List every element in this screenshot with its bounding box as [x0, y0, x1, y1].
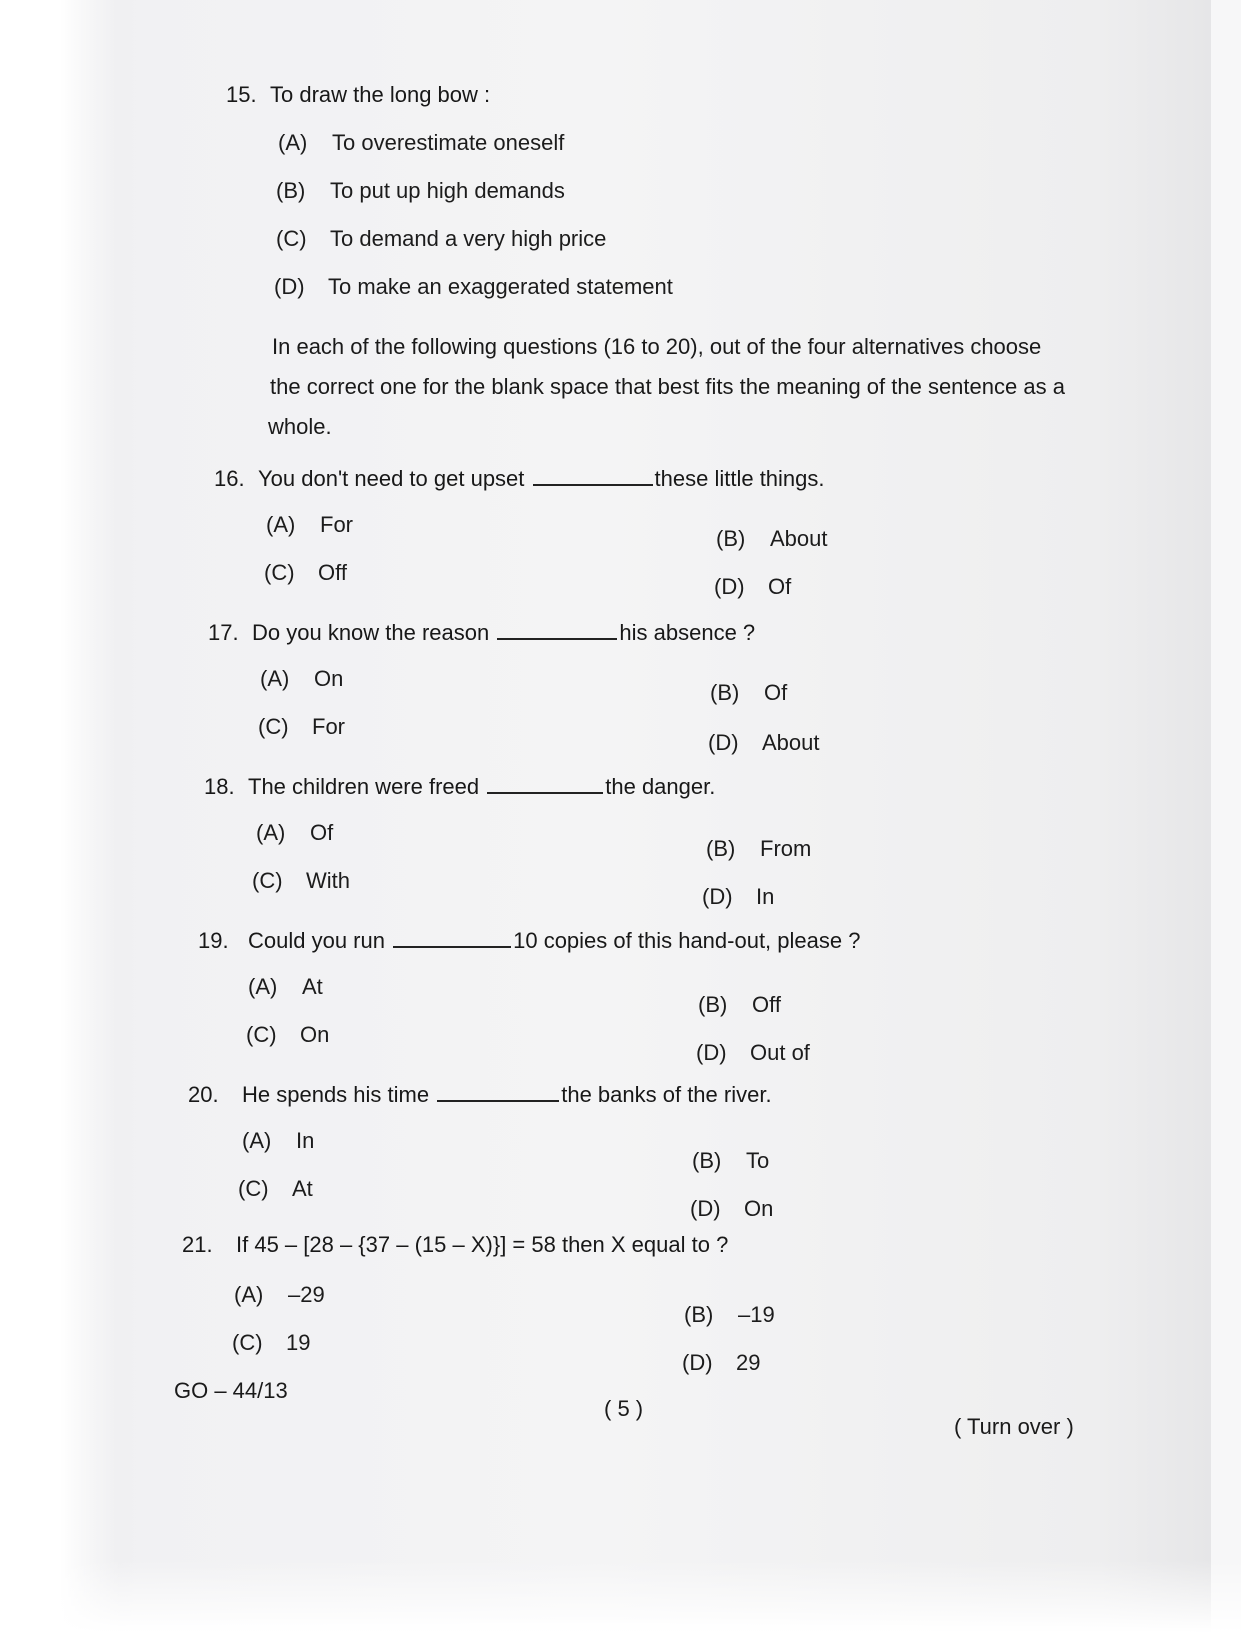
q18-option-d[interactable] [702, 884, 774, 910]
question-text-after: the danger. [605, 774, 716, 799]
answer-blank [533, 468, 653, 486]
question-text-after: these little things. [654, 466, 825, 491]
answer-blank [437, 1084, 559, 1102]
answer-blank [487, 776, 603, 794]
q15-option-d[interactable] [274, 274, 673, 300]
bottom-margin [0, 1560, 1241, 1651]
option-label: (B) [698, 992, 728, 1017]
option-label: (B) [692, 1148, 722, 1173]
question-text-after: 10 copies of this hand-out, please ? [513, 928, 861, 953]
option-label: (A) [266, 512, 296, 537]
option-text: Of [768, 574, 792, 599]
option-text: At [302, 974, 323, 999]
option-text: –29 [288, 1282, 325, 1307]
option-text: About [770, 526, 828, 551]
option-label: (A) [234, 1282, 264, 1307]
option-text: 19 [286, 1330, 311, 1355]
option-label: (D) [690, 1196, 721, 1221]
option-label: (A) [260, 666, 290, 691]
q21-option-a[interactable] [234, 1282, 325, 1308]
q17-option-a[interactable] [260, 666, 343, 692]
question-text-before: Could you run [248, 928, 385, 953]
q16-option-b[interactable] [716, 526, 828, 552]
option-label: (D) [702, 884, 733, 909]
question-21 [182, 1232, 728, 1258]
option-label: (B) [716, 526, 746, 551]
question-text: If 45 – [28 – {37 – (15 – X)}] = 58 then X equal to ? [236, 1232, 729, 1257]
question-17 [208, 620, 755, 646]
option-text: Off [318, 560, 347, 585]
instructions-line-1: In each of the following questions (16 to 20), out of the four alternatives choose [272, 334, 1042, 359]
q19-option-d[interactable] [696, 1040, 810, 1066]
instructions-line-3: whole. [268, 414, 332, 439]
option-text: Out of [750, 1040, 810, 1065]
answer-blank [393, 930, 511, 948]
q20-option-c[interactable] [238, 1176, 313, 1202]
q19-option-c[interactable] [246, 1022, 329, 1048]
option-label: (C) [264, 560, 295, 585]
instructions-line-2: the correct one for the blank space that best fits the meaning of the sentence as a [270, 374, 1065, 399]
q17-option-d[interactable] [708, 730, 820, 756]
option-label: (D) [714, 574, 745, 599]
question-20 [188, 1082, 772, 1108]
page-number: ( 5 ) [604, 1396, 644, 1421]
question-15 [226, 82, 490, 108]
option-label: (C) [276, 226, 307, 251]
question-text-before: Do you know the reason [252, 620, 490, 645]
option-text: Of [764, 680, 788, 705]
question-number: 21. [182, 1232, 213, 1257]
question-number: 18. [204, 774, 235, 799]
option-text: To make an exaggerated statement [328, 274, 673, 299]
question-text-after: the banks of the river. [561, 1082, 772, 1107]
answer-blank [497, 622, 617, 640]
left-margin [0, 0, 120, 1651]
q16-option-c[interactable] [264, 560, 347, 586]
option-label: (C) [232, 1330, 263, 1355]
question-number: 20. [188, 1082, 219, 1107]
question-number: 15. [226, 82, 257, 107]
turn-over-note: ( Turn over ) [954, 1414, 1074, 1439]
question-16 [214, 466, 825, 492]
q20-option-b[interactable] [692, 1148, 769, 1174]
option-text: On [314, 666, 344, 691]
option-label: (C) [246, 1022, 277, 1047]
question-text-after: his absence ? [619, 620, 756, 645]
option-label: (C) [252, 868, 283, 893]
option-text: On [744, 1196, 774, 1221]
question-number: 17. [208, 620, 239, 645]
question-text: To draw the long bow : [270, 82, 491, 107]
q17-option-b[interactable] [710, 680, 787, 706]
option-label: (D) [274, 274, 305, 299]
option-text: To overestimate oneself [332, 130, 565, 155]
q21-option-d[interactable] [682, 1350, 760, 1376]
question-text-before: You don't need to get upset [258, 466, 525, 491]
option-text: At [292, 1176, 313, 1201]
option-label: (A) [248, 974, 278, 999]
option-label: (C) [258, 714, 289, 739]
q20-option-a[interactable] [242, 1128, 314, 1154]
question-text-before: He spends his time [242, 1082, 430, 1107]
option-text: With [306, 868, 350, 893]
question-number: 19. [198, 928, 229, 953]
q17-option-c[interactable] [258, 714, 345, 740]
q19-option-b[interactable] [698, 992, 781, 1018]
option-text: In [296, 1128, 315, 1153]
option-label: (B) [710, 680, 740, 705]
q15-option-c[interactable] [276, 226, 606, 252]
option-text: To demand a very high price [330, 226, 607, 251]
option-text: From [760, 836, 812, 861]
option-text: For [312, 714, 345, 739]
q19-option-a[interactable] [248, 974, 323, 1000]
option-text: Of [310, 820, 334, 845]
option-label: (A) [242, 1128, 272, 1153]
option-text: On [300, 1022, 330, 1047]
q20-option-d[interactable] [690, 1196, 773, 1222]
q21-option-b[interactable] [684, 1302, 775, 1328]
option-text: –19 [738, 1302, 775, 1327]
q18-option-a[interactable] [256, 820, 333, 846]
q18-option-b[interactable] [706, 836, 811, 862]
option-text: 29 [736, 1350, 761, 1375]
option-label: (D) [708, 730, 739, 755]
option-text: For [320, 512, 353, 537]
option-text: To put up high demands [330, 178, 565, 203]
option-label: (C) [238, 1176, 269, 1201]
option-text: In [756, 884, 775, 909]
option-label: (A) [278, 130, 308, 155]
question-18 [204, 774, 715, 800]
right-edge [1211, 0, 1241, 1651]
option-label: (D) [682, 1350, 713, 1375]
question-19 [198, 928, 860, 954]
option-text: About [762, 730, 820, 755]
q16-option-a[interactable] [266, 512, 353, 538]
option-label: (D) [696, 1040, 727, 1065]
question-text-before: The children were freed [248, 774, 480, 799]
option-label: (A) [256, 820, 286, 845]
option-label: (B) [706, 836, 736, 861]
paper-code: GO – 44/13 [174, 1378, 288, 1403]
option-text: Off [752, 992, 781, 1017]
option-label: (B) [684, 1302, 714, 1327]
q16-option-d[interactable] [714, 574, 791, 600]
option-label: (B) [276, 178, 306, 203]
q18-option-c[interactable] [252, 868, 350, 894]
q15-option-a[interactable] [278, 130, 564, 156]
question-number: 16. [214, 466, 245, 491]
option-text: To [746, 1148, 770, 1173]
q15-option-b[interactable] [276, 178, 565, 204]
q21-option-c[interactable] [232, 1330, 310, 1356]
